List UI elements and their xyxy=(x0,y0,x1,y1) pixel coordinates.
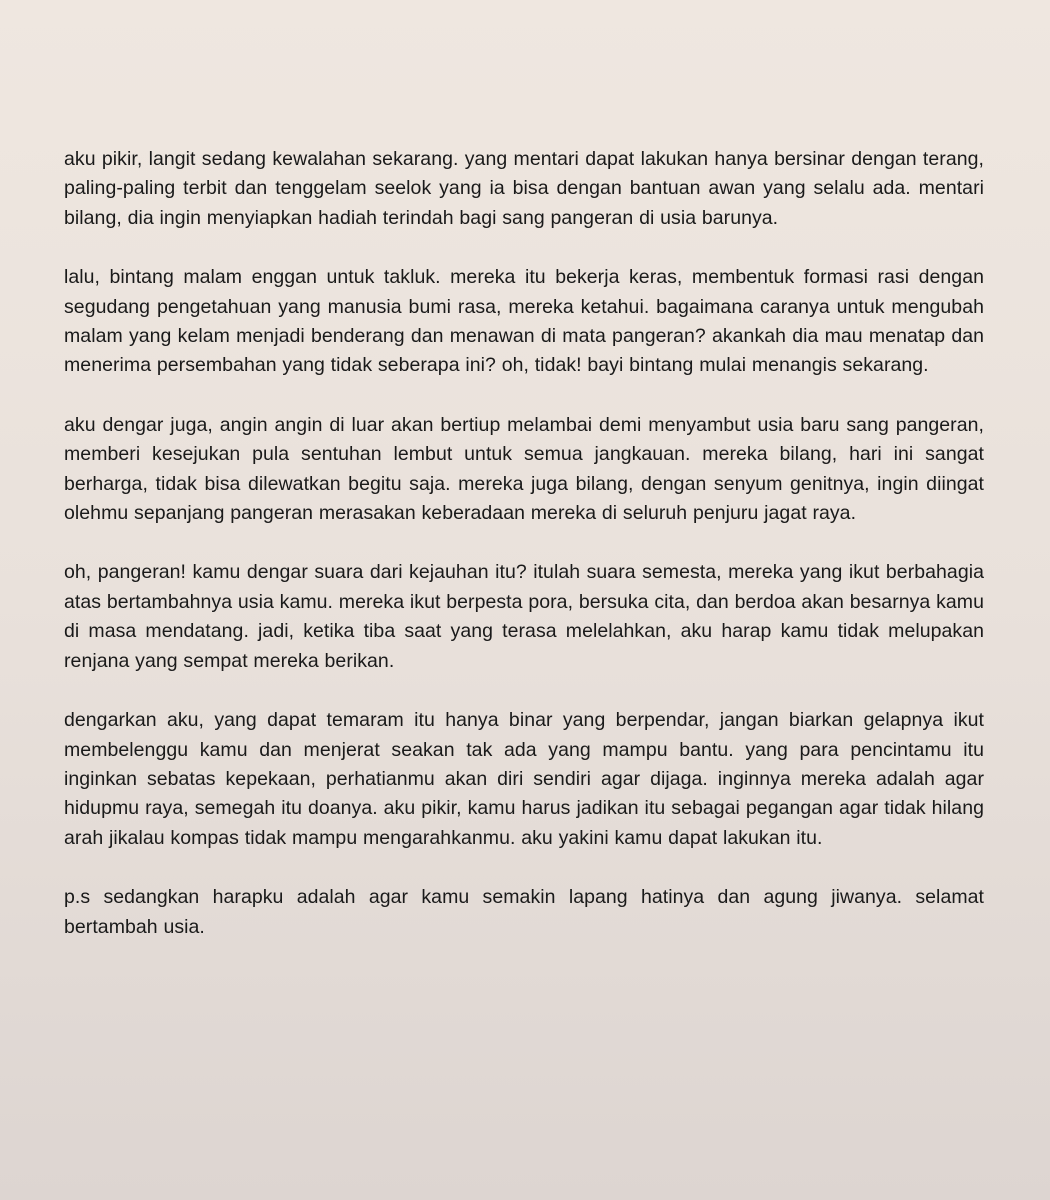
birthday-letter xyxy=(64,145,984,942)
paragraph-postscript: p.s sedangkan harapku adalah agar kamu semakin lapang hatinya dan agung jiwanya. selamat bertambah usia. xyxy=(64,886,984,938)
paragraph-stars: lalu, bintang malam enggan untuk takluk. mereka itu bekerja keras, membentuk formasi rasi dengan segudang pengetahuan yang manusia bumi rasa, mereka ketahui. bagaimana caranya untuk mengubah malam yang kelam menjadi benderang dan menawan di mata pangeran? akankah dia mau menatap dan menerima persembahan yang tidak seberapa ini? oh, tidak! bayi bintang mulai menangis sekarang. xyxy=(64,266,984,377)
paragraph-wind: aku dengar juga, angin angin di luar akan bertiup melambai demi menyambut usia baru sang pangeran, memberi kesejukan pula sentuhan lembut untuk semua jangkauan. mereka bilang, hari ini sangat berharga, tidak bisa dilewatkan begitu saja. mereka juga bilang, dengan senyum genitnya, ingin diingat olehmu sepanjang pangeran merasakan keberadaan mereka di seluruh penjuru jagat raya. xyxy=(64,413,984,525)
paragraph-advice: dengarkan aku, yang dapat temaram itu hanya binar yang berpendar, jangan biarkan gelapnya ikut membelenggu kamu dan menjerat seakan tak ada yang mampu bantu. yang para pencintamu itu inginkan sebatas kepekaan, perhatianmu akan diri sendiri agar dijaga. inginnya mereka adalah agar hidupmu raya, semegah itu doanya. aku pikir, kamu harus jadikan itu sebagai pegangan agar tidak hilang arah jikalau kompas tidak mampu mengarahkanmu. aku yakini kamu dapat lakukan itu. xyxy=(64,709,984,849)
paragraph-universe: oh, pangeran! kamu dengar suara dari kejauhan itu? itulah suara semesta, mereka yang ikut berbahagia atas bertambahnya usia kamu. mereka ikut berpesta pora, bersuka cita, dan berdoa akan besarnya kamu di masa mendatang. jadi, ketika tiba saat yang terasa melelahkan, aku harap kamu tidak melupakan renjana yang sempat mereka berikan. xyxy=(64,561,984,672)
paragraph-sun: aku pikir, langit sedang kewalahan sekarang. yang mentari dapat lakukan hanya bersinar dengan terang, paling-paling terbit dan tenggelam seelok yang ia bisa dengan bantuan awan yang selalu ada. mentari bilang, dia ingin menyiapkan hadiah terindah bagi sang pangeran di usia barunya. xyxy=(64,148,984,229)
